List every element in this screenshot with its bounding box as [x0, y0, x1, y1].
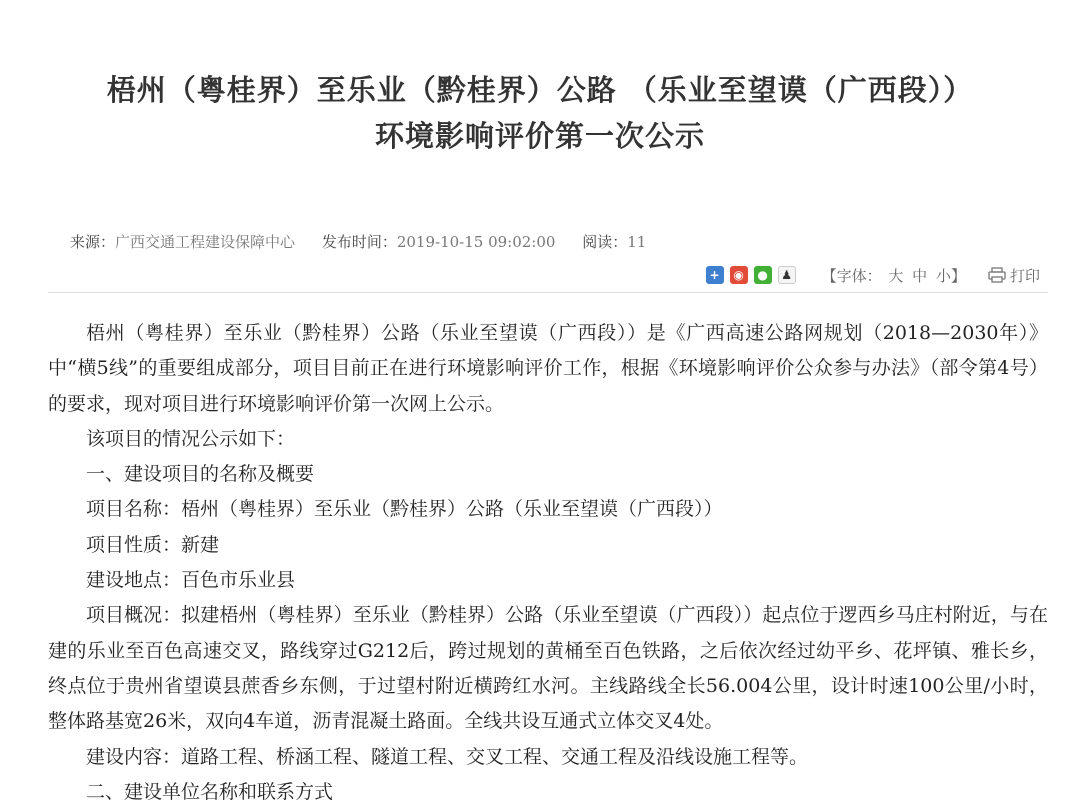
body-paragraph: 项目性质：新建	[86, 533, 220, 556]
weibo-icon[interactable]: ◉	[730, 266, 748, 284]
body-paragraph: 项目名称：梧州（粤桂界）至乐业（黔桂界）公路（乐业至望谟（广西段））	[86, 498, 723, 521]
published-value: 2019-10-15 09:02:00	[396, 233, 556, 251]
article-toolbar	[706, 263, 1040, 287]
print-button[interactable]	[988, 265, 1040, 286]
article-title-line2: 环境影响评价第一次公示	[374, 119, 705, 153]
font-size-label: 【字体：	[821, 266, 882, 285]
header-divider	[48, 292, 1048, 293]
body-paragraph: 该项目的情况公示如下：	[86, 427, 296, 450]
article-body	[48, 316, 1048, 803]
reads-value: 11	[627, 233, 647, 251]
print-label: 打印	[1009, 266, 1040, 285]
published-label: 发布时间：	[321, 233, 397, 251]
wechat-icon[interactable]: ●	[754, 266, 772, 284]
reads-label: 阅读：	[582, 233, 628, 251]
article-title-line1: 梧州（粤桂界）至乐业（黔桂界）公路 （乐业至望谟（广西段））	[106, 73, 974, 107]
source-label: 来源：	[70, 233, 116, 251]
source-value: 广西交通工程建设保障中心	[115, 233, 296, 251]
qzone-icon[interactable]: +	[706, 266, 724, 284]
body-paragraph: 建设地点：百色市乐业县	[86, 569, 296, 592]
article-meta	[70, 231, 668, 252]
qq-icon[interactable]: ♟	[778, 266, 796, 284]
font-large-button[interactable]: 大	[888, 266, 904, 285]
font-small-button[interactable]: 小】	[935, 266, 966, 285]
font-medium-button[interactable]: 中	[912, 266, 928, 285]
section-heading: 二、建设单位名称和联系方式	[86, 780, 334, 803]
section-heading: 一、建设项目的名称及概要	[86, 463, 315, 486]
body-paragraph: 建设内容：道路工程、桥涵工程、隧道工程、交叉工程、交通工程及沿线设施工程等。	[86, 745, 809, 768]
font-size-control	[822, 265, 968, 286]
body-paragraph: 梧州（粤桂界）至乐业（黔桂界）公路（乐业至望谟（广西段））是《广西高速公路网规划（2018—2030年）》中“横5线”的重要组成部分，项目目前正在进行环境影响评价工作，根据《环境影响评价公众参与办法》（部令第4号）的要求，现对项目进行环境影响评价第一次网上公示。	[48, 322, 1048, 415]
body-paragraph: 项目概况：拟建梧州（粤桂界）至乐业（黔桂界）公路（乐业至望谟（广西段））起点位于逻西乡马庄村附近，与在建的乐业至百色高速交叉，路线穿过G212后，跨过规划的黄桶至百色铁路，之后依次经过幼平乡、花坪镇、雅长乡，终点位于贵州省望谟县蔗香乡东侧，于过望村附近横跨红水河。主线路线全长56.004公里，设计时速100公里/小时，整体路基宽26米，双向4车道，沥青混凝土路面。全线共设互通式立体交叉4处。	[48, 604, 1048, 733]
printer-icon	[988, 267, 1006, 283]
